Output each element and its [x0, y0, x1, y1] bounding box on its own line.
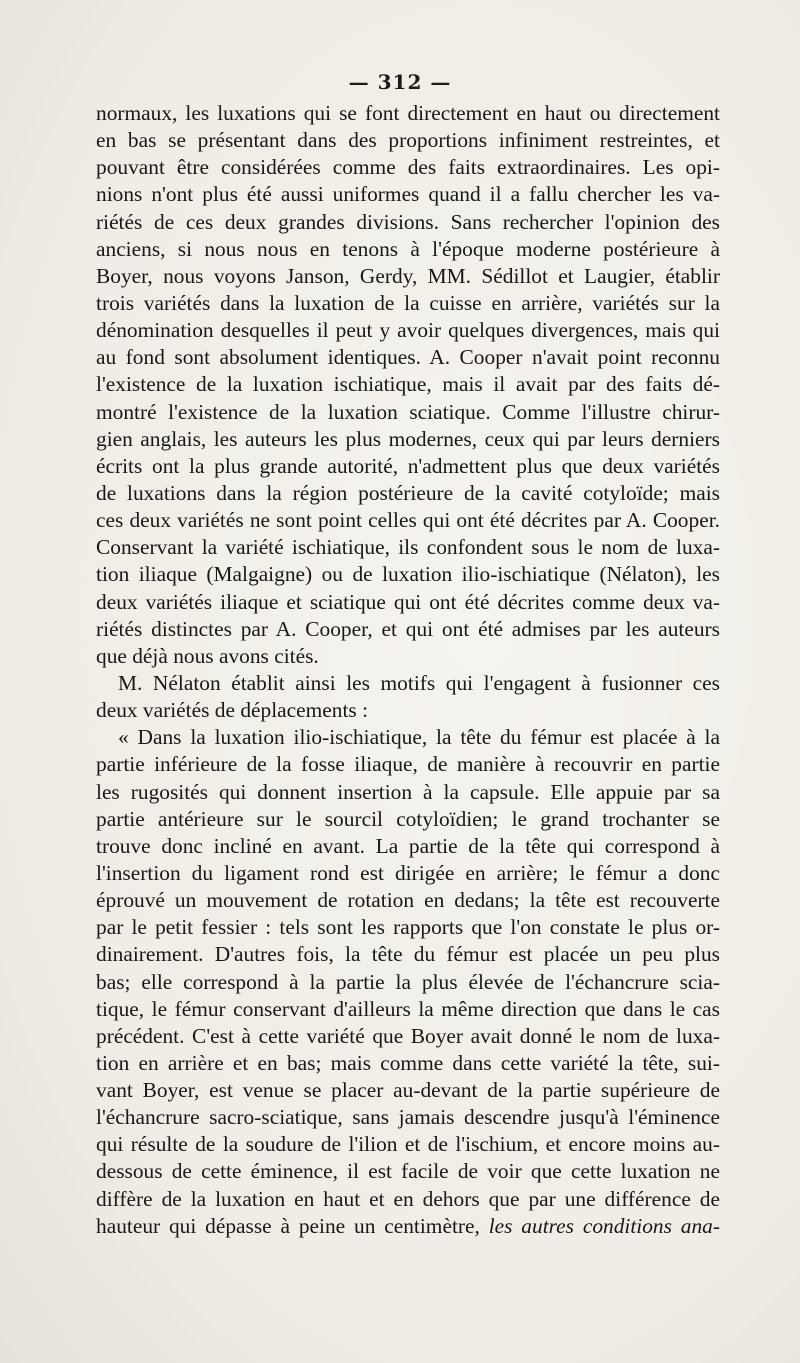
text-line-content: qui résulte de la soudure de l'ilion et de l'ischium, et encore moins au-: [96, 1132, 720, 1157]
text-line-content: Conservant la variété ischiatique, ils confondent sous le nom de luxa-: [96, 535, 720, 560]
text-line-content: par le petit fessier : tels sont les rapports que l'on constate le plus or-: [96, 915, 720, 940]
text-line-content: riétés distinctes par A. Cooper, et qui ont été admises par les auteurs: [96, 616, 720, 641]
text-line-content: gien anglais, les auteurs les plus modernes, ceux qui par leurs derniers: [96, 426, 720, 451]
text-line: [96, 860, 720, 887]
text-line-content: diffère de la luxation en haut et en dehors que par une différence de: [96, 1186, 720, 1211]
text-line: [96, 290, 720, 317]
text-line: [96, 209, 720, 236]
text-line-content: nions n'ont plus été aussi uniformes quand il a fallu chercher les va-: [96, 182, 720, 207]
text-line: [96, 1050, 720, 1077]
text-line-content: éprouvé un mouvement de rotation en dedans; la tête est recouverte: [96, 888, 720, 913]
text-line: [96, 751, 720, 778]
text-line: [96, 426, 720, 453]
text-line: [96, 534, 720, 561]
text-line-content: M. Nélaton établit ainsi les motifs qui l'engagent à fusionner ces: [118, 670, 720, 695]
text-line-content: trois variétés dans la luxation de la cuisse en arrière, variétés sur la: [96, 290, 720, 315]
text-line-content: tion iliaque (Malgaigne) ou de luxation ilio-ischiatique (Nélaton), les: [96, 562, 720, 587]
text-line: [96, 724, 720, 751]
text-line: [96, 561, 720, 588]
text-line-content: tique, le fémur conservant d'ailleurs la même direction que dans le cas: [96, 996, 720, 1021]
text-line-content: pouvant être considérées comme des faits extraordinaires. Les opi-: [96, 155, 720, 180]
text-line: [96, 779, 720, 806]
text-line-content: vant Boyer, est venue se placer au-devant de la partie supérieure de: [96, 1078, 720, 1103]
text-line: [96, 1023, 720, 1050]
text-line: [96, 1158, 720, 1185]
body-text: [96, 100, 720, 1240]
text-line-content: écrits ont la plus grande autorité, n'admettent plus que deux variétés: [96, 453, 720, 478]
text-line: [96, 236, 720, 263]
text-line-content: que déjà nous avons cités.: [96, 643, 319, 668]
text-line: [96, 806, 720, 833]
text-line: [96, 833, 720, 860]
text-line-content: tion en arrière et en bas; mais comme dans cette variété la tête, sui-: [96, 1050, 720, 1075]
text-line: [96, 507, 720, 534]
text-line-content: l'existence de la luxation ischiatique, mais il avait par des faits dé-: [96, 372, 720, 397]
text-line: [96, 1186, 720, 1213]
text-line: [96, 1077, 720, 1104]
text-line-content: riétés de ces deux grandes divisions. Sans rechercher l'opinion des: [96, 209, 720, 234]
text-line: [96, 616, 720, 643]
text-line: [96, 996, 720, 1023]
text-line-content: partie inférieure de la fosse iliaque, de manière à recouvrir en partie: [96, 752, 720, 777]
text-line-content: de luxations dans la région postérieure de la cavité cotyloïde; mais: [96, 480, 720, 505]
text-line-content: bas; elle correspond à la partie la plus élevée de l'échancrure scia-: [96, 969, 720, 994]
text-line: [96, 263, 720, 290]
text-line-content: deux variétés iliaque et sciatique qui ont été décrites comme deux va-: [96, 589, 720, 614]
text-line: [96, 1131, 720, 1158]
text-line: [96, 344, 720, 371]
text-line: [96, 399, 720, 426]
text-line-content: hauteur qui dépasse à peine un centimètre,: [96, 1213, 480, 1238]
text-line: [96, 643, 720, 670]
text-line-content: l'échancrure sacro-sciatique, sans jamais descendre jusqu'à l'éminence: [96, 1105, 720, 1130]
text-line-content: précédent. C'est à cette variété que Boyer avait donné le nom de luxa-: [96, 1023, 720, 1048]
text-line: [96, 453, 720, 480]
text-line: [96, 371, 720, 398]
text-line-content: dinairement. D'autres fois, la tête du fémur est placée un peu plus: [96, 942, 720, 967]
text-line-content: dessous de cette éminence, il est facile de voir que cette luxation ne: [96, 1159, 720, 1184]
text-line-content: en bas se présentant dans des proportions infiniment restreintes, et: [96, 128, 720, 153]
text-line-content: anciens, si nous nous en tenons à l'époque moderne postérieure à: [96, 236, 720, 261]
text-line: [96, 589, 720, 616]
page-number: — 312 —: [348, 70, 452, 94]
text-line-content: les rugosités qui donnent insertion à la capsule. Elle appuie par sa: [96, 779, 720, 804]
text-line: [96, 1213, 720, 1240]
text-line: [96, 887, 720, 914]
text-line-content: partie antérieure sur le sourcil cotyloïdien; le grand trochanter se: [96, 806, 720, 831]
text-line: [96, 154, 720, 181]
text-line: [96, 941, 720, 968]
text-line: [96, 670, 720, 697]
text-line-content: trouve donc incliné en avant. La partie de la tête qui correspond à: [96, 833, 720, 858]
text-line-content: « Dans la luxation ilio-ischiatique, la tête du fémur est placée à la: [118, 725, 720, 750]
text-line-content: deux variétés de déplacements :: [96, 698, 369, 723]
text-line-content: montré l'existence de la luxation sciatique. Comme l'illustre chirur-: [96, 399, 720, 424]
text-line-content: normaux, les luxations qui se font directement en haut ou directement: [96, 101, 720, 125]
italic-text: les autres conditions ana-: [479, 1213, 720, 1238]
text-line: [96, 480, 720, 507]
text-line: [96, 181, 720, 208]
text-line-content: dénomination desquelles il peut y avoir quelques divergences, mais qui: [96, 318, 720, 343]
text-line: [96, 969, 720, 996]
text-line: [96, 914, 720, 941]
text-line-content: l'insertion du ligament rond est dirigée en arrière; le fémur a donc: [96, 860, 720, 885]
text-line: [96, 697, 720, 724]
text-line-content: au fond sont absolument identiques. A. Cooper n'avait point reconnu: [96, 345, 720, 370]
text-line: [96, 1104, 720, 1131]
text-line-content: Boyer, nous voyons Janson, Gerdy, MM. Sédillot et Laugier, établir: [96, 263, 720, 288]
text-line-content: ces deux variétés ne sont point celles qui ont été décrites par A. Cooper.: [96, 508, 720, 533]
text-line: [96, 317, 720, 344]
text-line: [96, 127, 720, 154]
text-line: [96, 100, 720, 127]
